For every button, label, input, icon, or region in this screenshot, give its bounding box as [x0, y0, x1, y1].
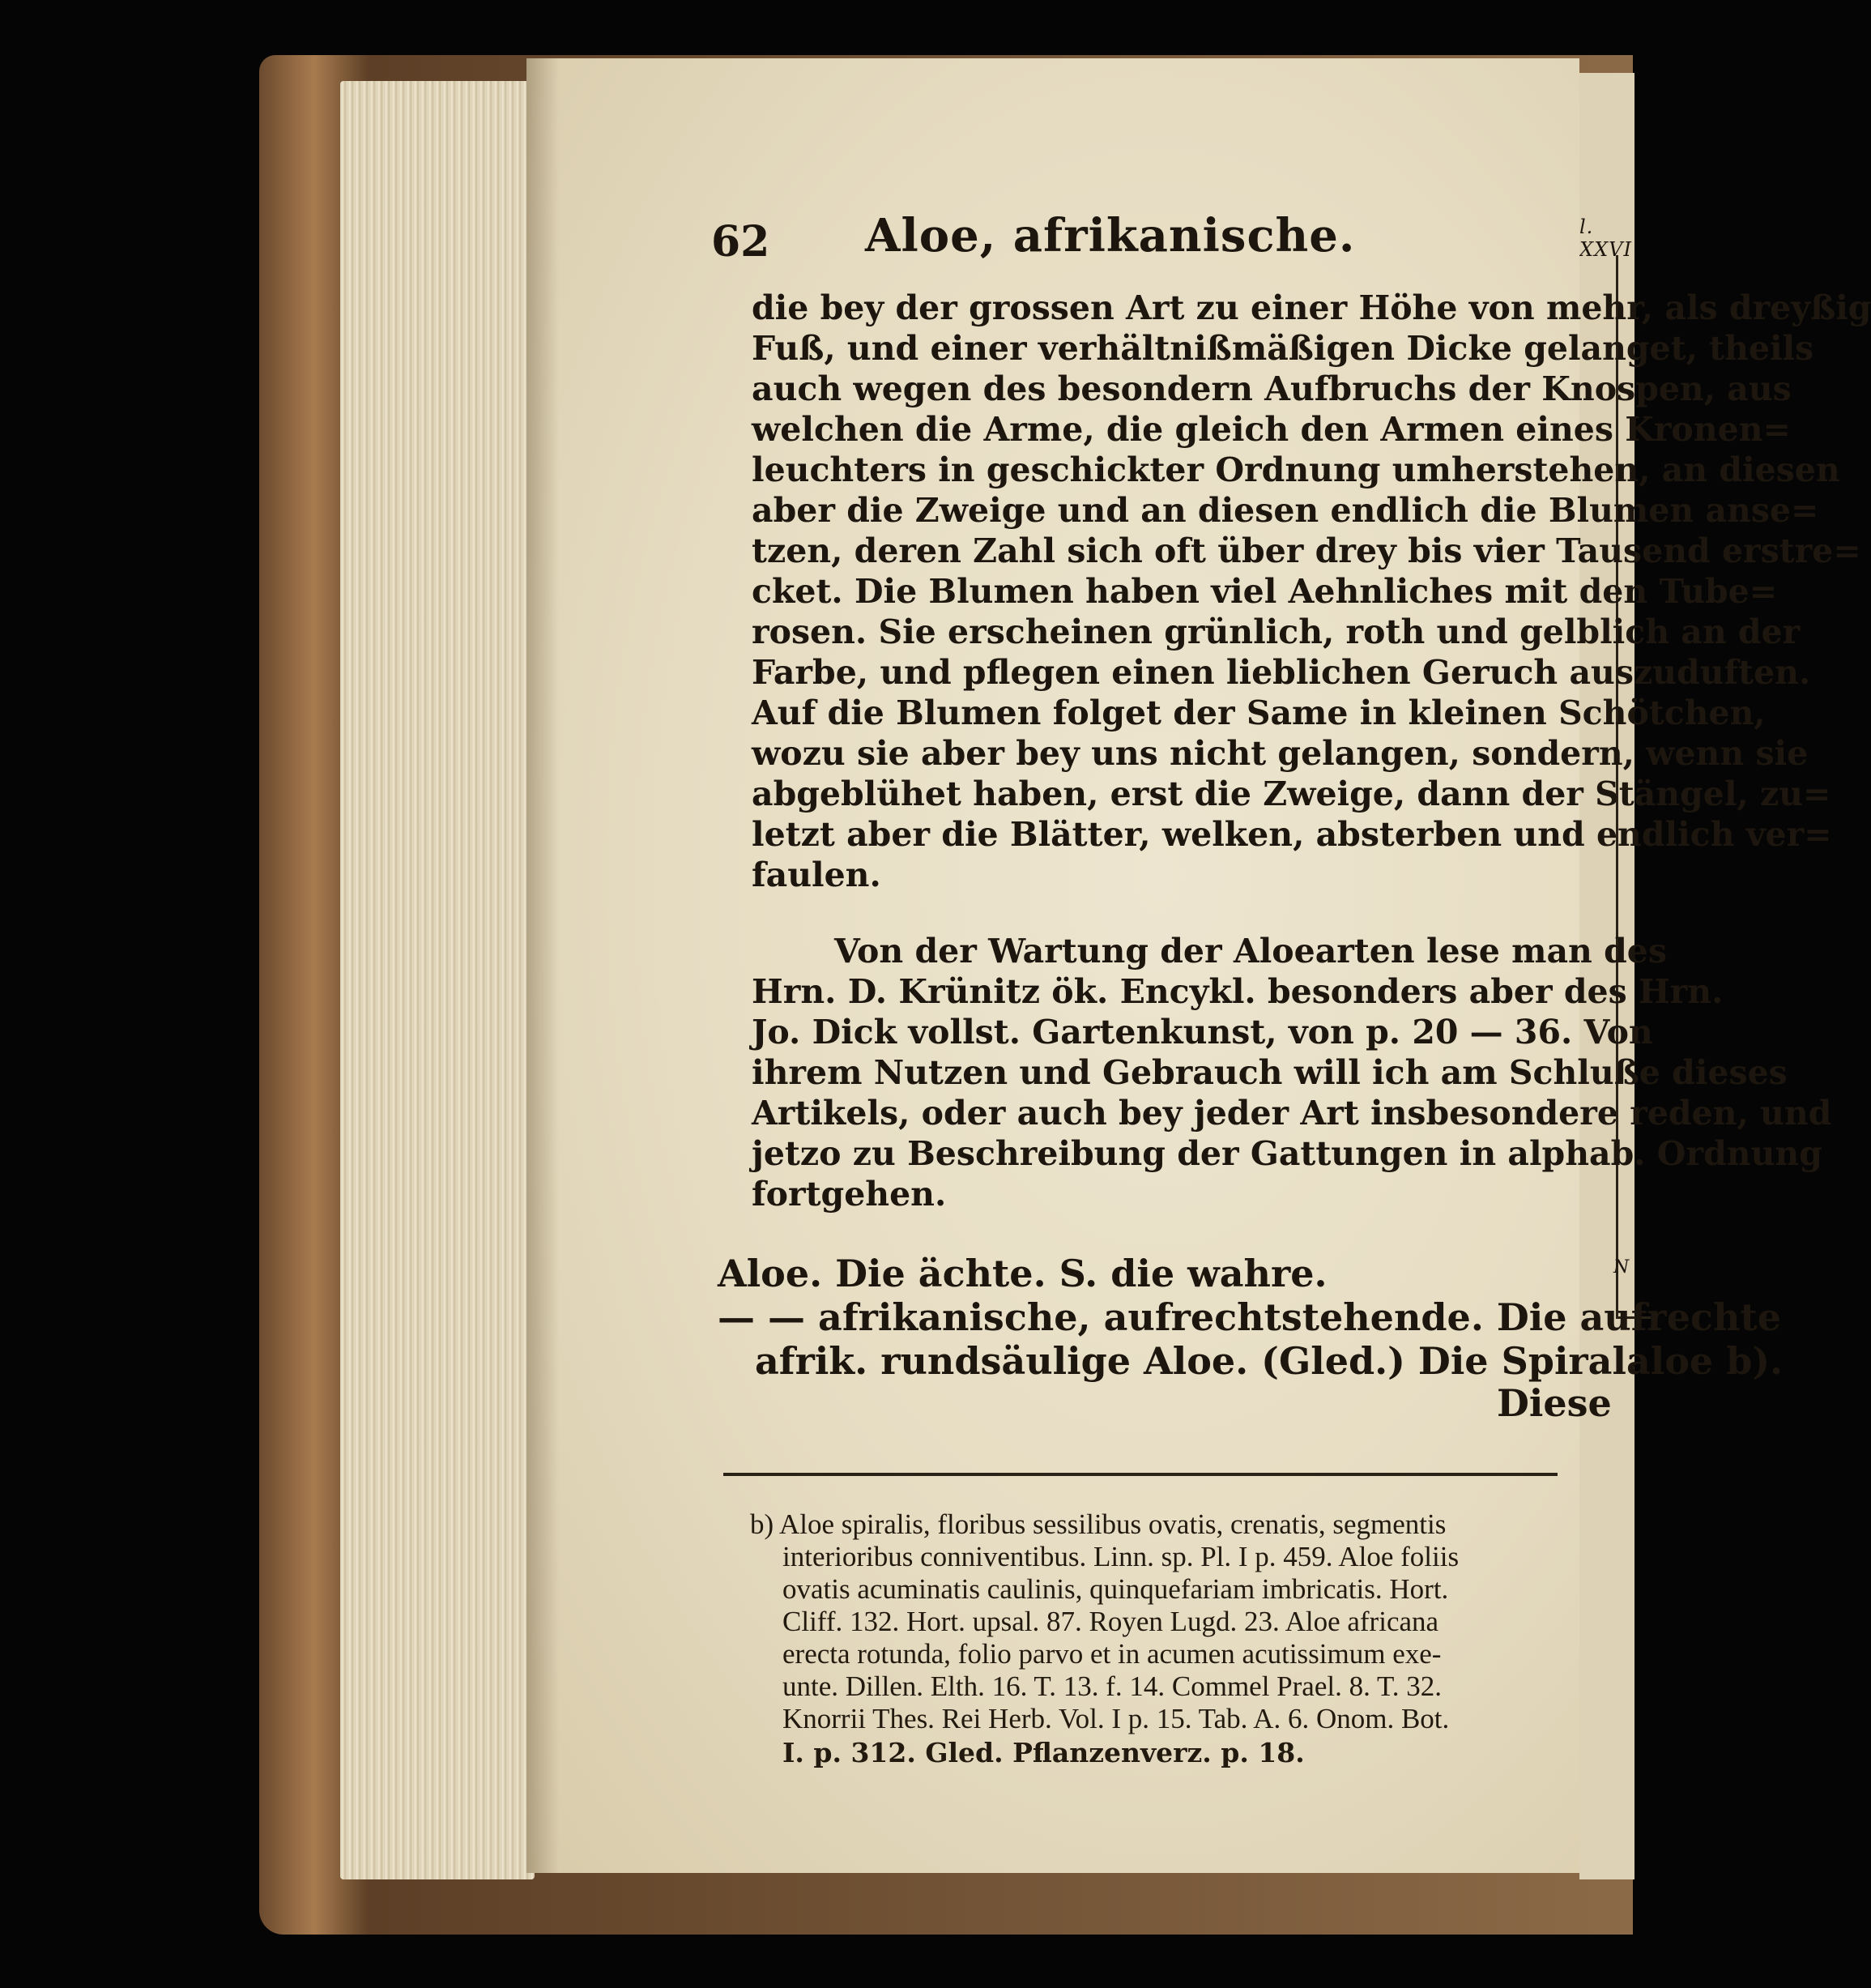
body-line: Jo. Dick vollst. Gartenkunst, von p. 20 — 36. Von — [752, 1013, 1653, 1052]
body-line: abgeblühet haben, erst die Zweige, dann der Stängel, zu= — [752, 774, 1831, 813]
body-line: aber die Zweige und an diesen endlich die Blumen anse= — [752, 491, 1819, 530]
page-gutter-shadow — [526, 58, 559, 1873]
body-line: leuchters in geschickter Ordnung umherstehen, an diesen — [752, 450, 1840, 489]
body-line: jetzo zu Beschreibung der Gattungen in alphab. Ordnung — [752, 1134, 1822, 1173]
adjacent-page-footer: N — [1613, 1257, 1630, 1278]
body-line: cket. Die Blumen haben viel Aehnliches mit den Tube= — [752, 572, 1778, 611]
body-line: wozu sie aber bey uns nicht gelangen, sondern, wenn sie — [752, 734, 1809, 773]
body-line: Fuß, und einer verhältnißmäßigen Dicke gelanget, theils — [752, 329, 1814, 368]
body-line: welchen die Arme, die gleich den Armen eines Kronen= — [752, 410, 1791, 449]
body-line: Farbe, und pflegen einen lieblichen Geruch auszuduften. — [752, 653, 1811, 692]
body-line: auch wegen des besondern Aufbruchs der Knospen, aus — [752, 369, 1792, 408]
footnote-line: I. p. 312. Gled. Pflanzenverz. p. 18. — [782, 1737, 1305, 1768]
body-line: rosen. Sie erscheinen grünlich, roth und gelblich an der — [752, 612, 1801, 651]
footnote-line: erecta rotunda, folio parvo et in acumen acutissimum exe- — [782, 1638, 1442, 1670]
entry-continuation: afrik. rundsäulige Aloe. (Gled.) Die Spiralaloe b). — [755, 1339, 1784, 1383]
footnote-line: unte. Dillen. Elth. 16. T. 13. f. 14. Commel Prael. 8. T. 32. — [782, 1670, 1442, 1702]
body-line: faulen. — [752, 855, 881, 894]
footnote-line: ovatis acuminatis caulinis, quinquefariam imbricatis. Hort. — [782, 1573, 1449, 1605]
footnote-line: Cliff. 132. Hort. upsal. 87. Royen Lugd. 23. Aloe africana — [782, 1606, 1439, 1637]
body-line: die bey der grossen Art zu einer Höhe von mehr, als dreyßig — [752, 288, 1871, 327]
page-edges — [340, 81, 535, 1879]
footnote-line: interioribus conniventibus. Linn. sp. Pl. I p. 459. Aloe foliis — [782, 1541, 1460, 1572]
body-line: Artikels, oder auch bey jeder Art insbesondere reden, und — [752, 1094, 1832, 1133]
running-title: Aloe, afrikanische. — [865, 209, 1356, 262]
body-line: Hrn. D. Krünitz ök. Encykl. besonders aber des Hrn. — [752, 972, 1724, 1011]
page-number: 62 — [711, 217, 770, 267]
body-line: Von der Wartung der Aloearten lese man des — [834, 932, 1667, 971]
adjacent-page-header: l. XXVI — [1579, 215, 1632, 261]
body-line: fortgehen. — [752, 1175, 947, 1214]
footnote-line: b) Aloe spiralis, floribus sessilibus ovatis, crenatis, segmentis — [750, 1508, 1447, 1540]
entry-heading: Aloe. Die ächte. S. die wahre. — [718, 1252, 1328, 1295]
body-line: letzt aber die Blätter, welken, absterben und endlich ver= — [752, 815, 1832, 854]
body-line: tzen, deren Zahl sich oft über drey bis vier Tausend erstre= — [752, 531, 1861, 570]
catchword: Diese — [1497, 1381, 1612, 1425]
body-line: Auf die Blumen folget der Same in kleinen Schötchen, — [752, 693, 1766, 732]
entry-heading: — — afrikanische, aufrechtstehende. Die aufrechte — [718, 1295, 1781, 1339]
body-line: ihrem Nutzen und Gebrauch will ich am Schluße dieses — [752, 1053, 1788, 1092]
footnote-rule — [723, 1473, 1558, 1476]
footnote-line: Knorrii Thes. Rei Herb. Vol. I p. 15. Tab. A. 6. Onom. Bot. — [782, 1703, 1450, 1734]
